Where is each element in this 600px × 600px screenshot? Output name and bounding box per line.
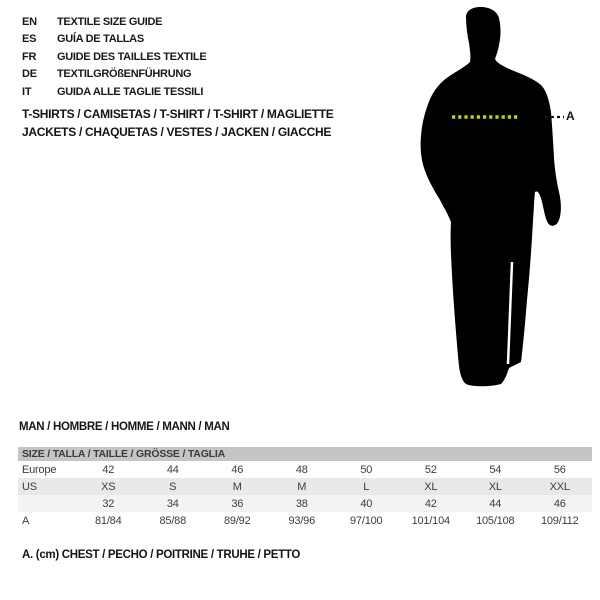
section-title-man: MAN / HOMBRE / HOMME / MANN / MAN: [19, 421, 230, 433]
table-cell: M: [297, 480, 307, 493]
language-code: EN: [22, 16, 37, 28]
size-table: [18, 447, 592, 529]
category-line-tshirts: T-SHIRTS / CAMISETAS / T-SHIRT / T-SHIRT / MAGLIETTE: [22, 107, 334, 121]
measurement-figure: [412, 4, 575, 390]
man-silhouette-icon: [412, 4, 568, 390]
table-cell: 42: [424, 497, 437, 510]
table-cell: 52: [424, 463, 437, 476]
table-cell: 105/108: [476, 514, 515, 527]
table-cell: 85/88: [159, 514, 187, 527]
row-cells: [76, 515, 592, 527]
row-label: US: [22, 480, 37, 493]
row-cells: [76, 464, 592, 476]
table-cell: 40: [360, 497, 373, 510]
table-cell: XL: [424, 480, 438, 493]
table-cell: 48: [295, 463, 308, 476]
table-cell: 89/92: [223, 514, 251, 527]
language-label: TEXTILE SIZE GUIDE: [57, 16, 163, 28]
table-cell: 44: [489, 497, 502, 510]
table-cell: XL: [488, 480, 502, 493]
table-cell: XXL: [549, 480, 570, 493]
table-cell: 101/104: [411, 514, 450, 527]
table-cell: 109/112: [540, 514, 579, 527]
table-cell: 44: [166, 463, 179, 476]
table-cell: 81/84: [94, 514, 122, 527]
language-code: IT: [22, 85, 32, 98]
measure-label-a: A: [566, 109, 575, 123]
language-code: ES: [22, 33, 37, 46]
language-row-it: [22, 84, 206, 101]
table-cell: 93/96: [288, 514, 316, 527]
table-row-numeric: [18, 495, 592, 512]
table-cell: 34: [166, 497, 179, 510]
language-code: FR: [22, 50, 37, 63]
language-label: TEXTILGRÖßENFÜHRUNG: [57, 68, 192, 81]
language-label: GUIDE DES TAILLES TEXTILE: [57, 50, 207, 63]
language-code: DE: [22, 68, 37, 81]
table-cell: XS: [101, 480, 116, 493]
table-cell: S: [169, 480, 177, 493]
table-cell: 50: [360, 463, 373, 476]
table-cell: 32: [102, 497, 115, 510]
row-cells: [76, 498, 592, 510]
row-label: A: [22, 514, 30, 527]
table-cell: 46: [231, 463, 244, 476]
language-list: [22, 14, 206, 101]
language-label: GUÍA DE TALLAS: [57, 33, 144, 46]
table-cell: 97/100: [350, 514, 383, 527]
table-row-chest-a: [18, 512, 592, 529]
table-row-us: [18, 478, 592, 495]
row-cells: [76, 481, 592, 493]
table-cell: 36: [231, 497, 244, 510]
category-line-jackets: JACKETS / CHAQUETAS / VESTES / JACKEN / GIACCHE: [22, 124, 332, 139]
language-row-es: [22, 31, 206, 48]
table-cell: 42: [102, 463, 115, 476]
table-cell: 56: [553, 463, 566, 476]
table-cell: 46: [553, 497, 566, 510]
table-cell: L: [363, 480, 370, 493]
language-row-fr: [22, 49, 206, 66]
table-cell: M: [232, 480, 242, 493]
measure-footnote: A. (cm) CHEST / PECHO / POITRINE / TRUHE / PETTO: [22, 549, 301, 561]
category-heading: [22, 106, 334, 141]
table-cell: 38: [295, 497, 308, 510]
size-table-header: SIZE / TALLA / TAILLE / GRÖSSE / TAGLIA: [18, 447, 592, 461]
language-row-de: [22, 66, 206, 83]
row-label: Europe: [22, 463, 57, 476]
language-row-en: [22, 14, 206, 31]
table-cell: 54: [489, 463, 502, 476]
table-row-europe: [18, 461, 592, 478]
language-label: GUIDA ALLE TAGLIE TESSILI: [57, 85, 204, 98]
